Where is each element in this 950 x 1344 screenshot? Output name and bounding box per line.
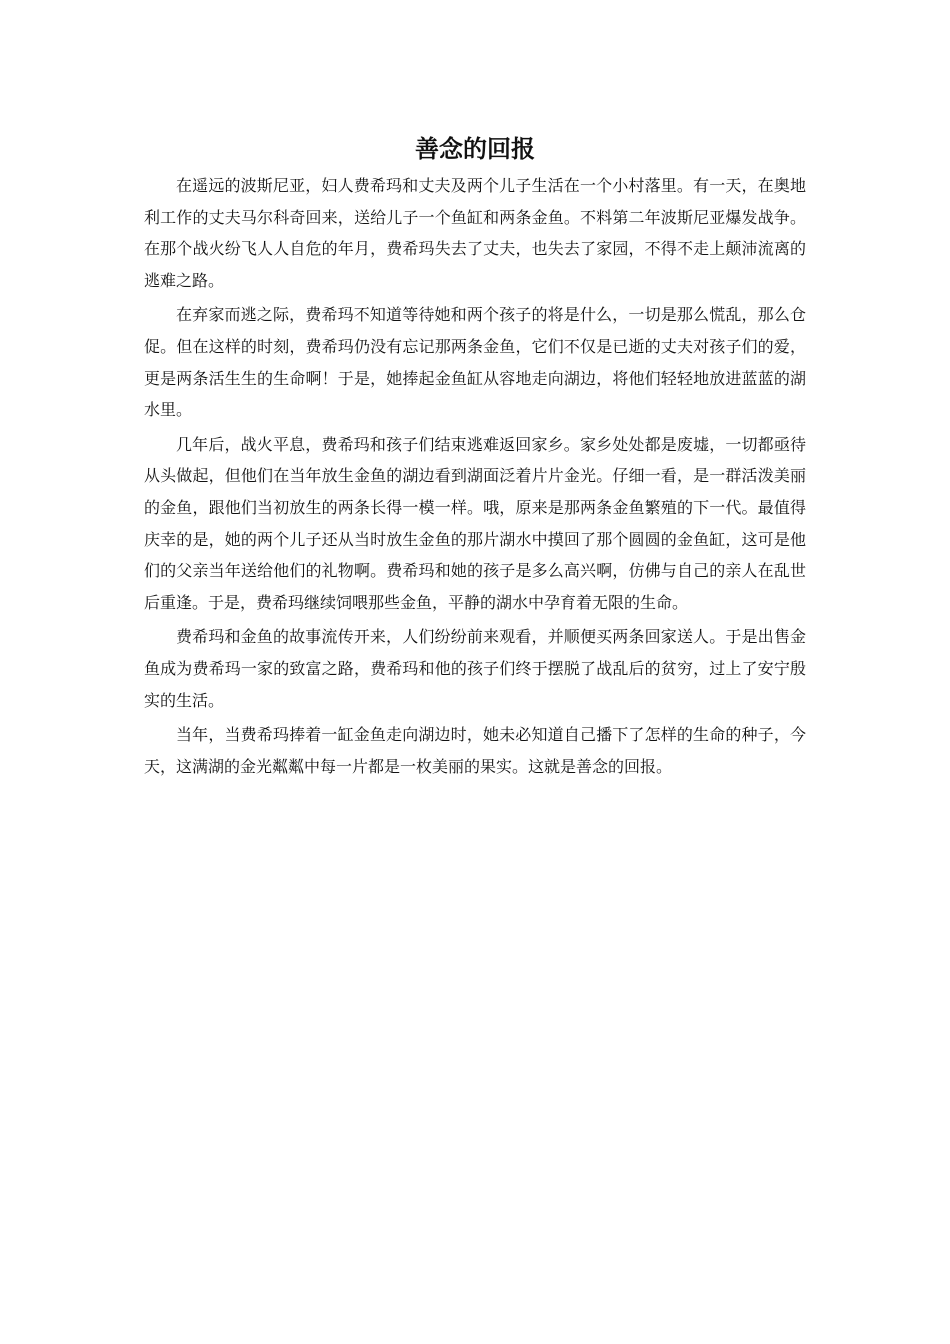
- paragraph-1: 在遥远的波斯尼亚，妇人费希玛和丈夫及两个儿子生活在一个小村落里。有一天，在奥地利工作的丈夫马尔科奇回来，送给儿子一个鱼缸和两条金鱼。不料第二年波斯尼亚爆发战争。在那个战火纷飞人人自危的年月，费希玛失去了丈夫，也失去了家园，不得不走上颠沛流离的逃难之路。: [144, 176, 806, 290]
- paragraph-2: 在弃家而逃之际，费希玛不知道等待她和两个孩子的将是什么，一切是那么慌乱，那么仓促。但在这样的时刻，费希玛仍没有忘记那两条金鱼，它们不仅是已逝的丈夫对孩子们的爱，更是两条活生生的生命啊！于是，她捧起金鱼缸从容地走向湖边，将他们轻轻地放进蓝蓝的湖水里。: [144, 305, 806, 420]
- paragraph-4: 费希玛和金鱼的故事流传开来，人们纷纷前来观看，并顺便买两条回家送人。于是出售金鱼成为费希玛一家的致富之路，费希玛和他的孩子们终于摆脱了战乱后的贫穷，过上了安宁殷实的生活。: [144, 627, 806, 710]
- paragraph-5: 当年，当费希玛捧着一缸金鱼走向湖边时，她未必知道自己播下了怎样的生命的种子，今天，这满湖的金光粼粼中每一片都是一枚美丽的果实。这就是善念的回报。: [144, 725, 806, 776]
- document-title: 善念的回报: [415, 134, 535, 163]
- paragraph-3: 几年后，战火平息，费希玛和孩子们结束逃难返回家乡。家乡处处都是废墟，一切都亟待从头做起，但他们在当年放生金鱼的湖边看到湖面泛着片片金光。仔细一看，是一群活泼美丽的金鱼，跟他们当初放生的两条长得一模一样。哦，原来是那两条金鱼繁殖的下一代。最值得庆幸的是，她的两个儿子还从当时放生金鱼的那片湖水中摸回了那个圆圆的金鱼缸，这可是他们的父亲当年送给他们的礼物啊。费希玛和她的孩子是多么高兴啊，仿佛与自己的亲人在乱世后重逢。于是，费希玛继续饲喂那些金鱼，平静的湖水中孕育着无限的生命。: [144, 434, 806, 612]
- document-body: [144, 128, 806, 785]
